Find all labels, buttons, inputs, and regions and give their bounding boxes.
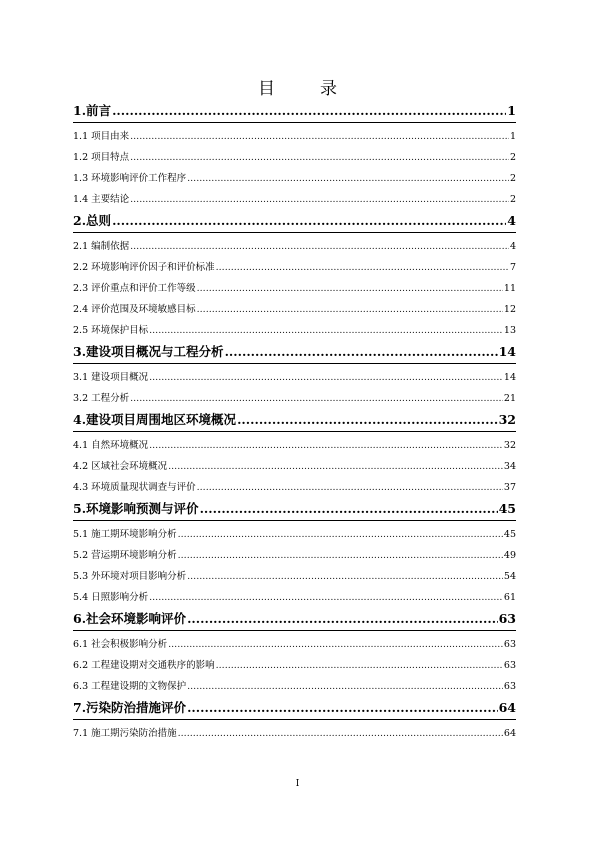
toc-entry-page-number: 4 [507, 213, 516, 228]
toc-section-entry[interactable] [73, 566, 516, 587]
toc-section-entry[interactable] [73, 545, 516, 566]
toc-section-entry[interactable] [73, 676, 516, 697]
toc-entry-label: 2.2 环境影响评价因子和评价标准 [73, 262, 215, 273]
toc-dot-leader [187, 566, 503, 587]
toc-dot-leader [112, 210, 506, 232]
toc-entry-label: 1.2 项目特点 [73, 152, 130, 163]
toc-entry-page-number: 2 [509, 194, 516, 205]
toc-dot-leader [187, 676, 503, 697]
toc-chapter-entry[interactable] [73, 498, 516, 521]
toc-entry-page-number: 12 [503, 304, 516, 315]
toc-section-entry[interactable] [73, 388, 516, 409]
toc-entry-label: 1.前言 [73, 103, 112, 118]
toc-section-entry[interactable] [73, 456, 516, 477]
toc-dot-leader [112, 100, 506, 122]
toc-dot-leader [149, 367, 503, 388]
toc-dot-leader [178, 524, 503, 545]
toc-dot-leader [130, 126, 509, 147]
toc-entry-label: 5.环境影响预测与评价 [73, 501, 199, 516]
toc-section-entry[interactable] [73, 655, 516, 676]
toc-entry-page-number: 61 [503, 592, 516, 603]
toc-entry-page-number: 63 [503, 681, 516, 692]
toc-chapter-entry[interactable] [73, 409, 516, 432]
toc-dot-leader [216, 655, 503, 676]
toc-entry-page-number: 2 [509, 173, 516, 184]
toc-entry-label: 3.建设项目概况与工程分析 [73, 344, 224, 359]
toc-entry-page-number: 2 [509, 152, 516, 163]
toc-dot-leader [197, 278, 503, 299]
toc-entry-page-number: 14 [498, 344, 516, 359]
toc-dot-leader [187, 697, 498, 719]
toc-section-entry[interactable] [73, 257, 516, 278]
toc-dot-leader [187, 608, 498, 630]
toc-entry-label: 4.建设项目周围地区环境概况 [73, 412, 237, 427]
toc-entry-page-number: 13 [503, 325, 516, 336]
toc-entry-page-number: 7 [509, 262, 516, 273]
toc-dot-leader [225, 341, 498, 363]
toc-dot-leader [149, 435, 503, 456]
toc-chapter-entry[interactable] [73, 210, 516, 233]
toc-entry-page-number: 64 [498, 700, 516, 715]
toc-entry-label: 2.5 环境保护目标 [73, 325, 149, 336]
toc-dot-leader [216, 257, 509, 278]
toc-section-entry[interactable] [73, 524, 516, 545]
toc-entry-label: 1.1 项目由来 [73, 131, 130, 142]
toc-entry-page-number: 1 [507, 103, 516, 118]
toc-entry-label: 2.3 评价重点和评价工作等级 [73, 283, 196, 294]
toc-entry-label: 4.3 环境质量现状调查与评价 [73, 482, 196, 493]
toc-entry-label: 1.3 环境影响评价工作程序 [73, 173, 187, 184]
toc-entry-label: 6.3 工程建设期的文物保护 [73, 681, 187, 692]
page-number-footer: I [295, 779, 300, 789]
toc-entry-page-number: 63 [503, 660, 516, 671]
toc-dot-leader [187, 168, 509, 189]
toc-dot-leader [168, 634, 503, 655]
toc-entry-page-number: 32 [498, 412, 516, 427]
toc-chapter-entry[interactable] [73, 100, 516, 123]
toc-entry-label: 4.2 区域社会环境概况 [73, 461, 168, 472]
toc-entry-label: 5.4 日照影响分析 [73, 592, 149, 603]
toc-dot-leader [130, 388, 503, 409]
toc-section-entry[interactable] [73, 477, 516, 498]
toc-entry-page-number: 21 [503, 393, 516, 404]
toc-entry-label: 4.1 自然环境概况 [73, 440, 149, 451]
toc-entry-label: 3.2 工程分析 [73, 393, 130, 404]
toc-entry-label: 3.1 建设项目概况 [73, 372, 149, 383]
toc-chapter-entry[interactable] [73, 608, 516, 631]
toc-section-entry[interactable] [73, 126, 516, 147]
toc-entry-page-number: 45 [503, 529, 516, 540]
toc-dot-leader [197, 299, 503, 320]
toc-entry-page-number: 54 [503, 571, 516, 582]
toc-dot-leader [149, 587, 503, 608]
toc-entry-page-number: 49 [503, 550, 516, 561]
toc-entry-label: 2.1 编制依据 [73, 241, 130, 252]
toc-entry-label: 6.2 工程建设期对交通秩序的影响 [73, 660, 215, 671]
toc-section-entry[interactable] [73, 367, 516, 388]
toc-entry-page-number: 64 [503, 728, 516, 739]
toc-dot-leader [178, 545, 503, 566]
toc-dot-leader [149, 320, 503, 341]
toc-entry-label: 6.社会环境影响评价 [73, 611, 187, 626]
toc-dot-leader [178, 723, 503, 744]
toc-dot-leader [130, 189, 509, 210]
toc-dot-leader [237, 409, 498, 431]
toc-entry-label: 2.4 评价范围及环境敏感目标 [73, 304, 196, 315]
toc-dot-leader [168, 456, 503, 477]
toc-section-entry[interactable] [73, 723, 516, 744]
toc-entry-page-number: 37 [503, 482, 516, 493]
toc-entry-page-number: 63 [498, 611, 516, 626]
page-title: 目 录 [258, 79, 351, 99]
table-of-contents [73, 100, 516, 744]
toc-entry-label: 5.2 营运期环境影响分析 [73, 550, 177, 561]
toc-section-entry[interactable] [73, 168, 516, 189]
toc-entry-page-number: 34 [503, 461, 516, 472]
toc-chapter-entry[interactable] [73, 697, 516, 720]
toc-dot-leader [130, 147, 509, 168]
toc-section-entry[interactable] [73, 236, 516, 257]
toc-entry-page-number: 1 [509, 131, 516, 142]
toc-dot-leader [200, 498, 498, 520]
toc-entry-label: 6.1 社会积极影响分析 [73, 639, 168, 650]
toc-section-entry[interactable] [73, 435, 516, 456]
toc-entry-page-number: 14 [503, 372, 516, 383]
toc-dot-leader [197, 477, 503, 498]
toc-section-entry[interactable] [73, 320, 516, 341]
toc-entry-page-number: 11 [503, 283, 516, 294]
toc-entry-label: 5.3 外环境对项目影响分析 [73, 571, 187, 582]
toc-entry-page-number: 32 [503, 440, 516, 451]
toc-section-entry[interactable] [73, 299, 516, 320]
toc-entry-label: 7.1 施工期污染防治措施 [73, 728, 177, 739]
toc-entry-label: 2.总则 [73, 213, 112, 228]
toc-entry-page-number: 45 [498, 501, 516, 516]
toc-section-entry[interactable] [73, 278, 516, 299]
toc-entry-page-number: 63 [503, 639, 516, 650]
toc-entry-label: 1.4 主要结论 [73, 194, 130, 205]
toc-section-entry[interactable] [73, 587, 516, 608]
toc-section-entry[interactable] [73, 634, 516, 655]
toc-chapter-entry[interactable] [73, 341, 516, 364]
toc-entry-label: 7.污染防治措施评价 [73, 700, 187, 715]
toc-section-entry[interactable] [73, 189, 516, 210]
toc-dot-leader [130, 236, 509, 257]
toc-entry-page-number: 4 [509, 241, 516, 252]
toc-section-entry[interactable] [73, 147, 516, 168]
toc-entry-label: 5.1 施工期环境影响分析 [73, 529, 177, 540]
